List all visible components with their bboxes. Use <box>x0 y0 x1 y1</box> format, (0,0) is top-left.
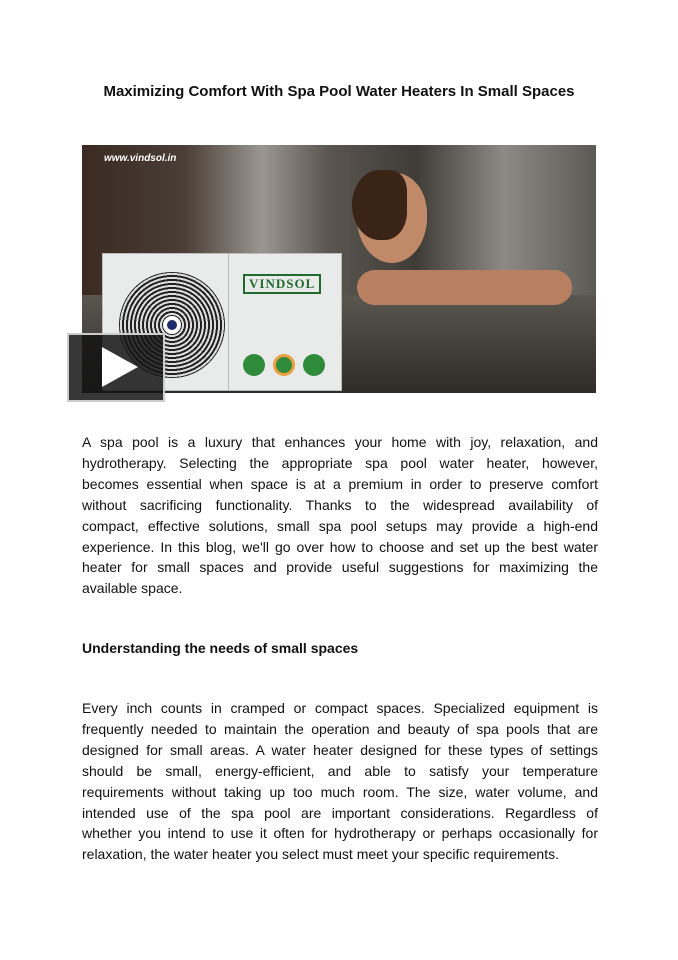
certification-badge-icon <box>243 354 265 376</box>
body-paragraph <box>82 698 598 865</box>
paragraph-line: hydrotherapy. Selecting the appropriate spa pool water heater, however, <box>82 454 598 471</box>
paragraph-line: relaxation, the water heater you select must meet your specific requirements. <box>82 846 559 863</box>
page-title: Maximizing Comfort With Spa Pool Water Heaters In Small Spaces <box>103 83 575 100</box>
paragraph-line: intended use of the spa pool are important considerations. Regardless of <box>82 804 598 821</box>
section-heading: Understanding the needs of small spaces <box>82 640 359 656</box>
india-badge-icon <box>273 354 295 376</box>
paragraph-line: experience. In this blog, we'll go over how to choose and set up the best water <box>82 538 598 555</box>
paragraph-line: becomes essential when space is at a premium in order to preserve comfort <box>82 475 598 492</box>
paragraph-line: heater for small spaces and provide useful suggestions for maximizing the <box>82 559 598 576</box>
panel-divider <box>228 254 229 390</box>
paragraph-line: whether you intend to use it often for hydrotherapy or perhaps occasionally for <box>82 825 598 842</box>
paragraph-line: A spa pool is a luxury that enhances your home with joy, relaxation, and <box>82 434 598 450</box>
paragraph-line: Every inch counts in cramped or compact spaces. Specialized equipment is <box>82 700 598 716</box>
paragraph-line: frequently needed to maintain the operation and beauty of spa pools that are <box>82 720 598 737</box>
paragraph-line: designed for small areas. A water heater designed for these types of settings <box>82 741 598 758</box>
play-button[interactable] <box>67 333 165 402</box>
play-icon <box>102 347 138 387</box>
paragraph-line: should be small, energy-efficient, and able to satisfy your temperature <box>82 762 598 779</box>
paragraph-line: compact, effective solutions, small spa pool setups may provide a high-end <box>82 517 598 534</box>
lion-badge-icon <box>303 354 325 376</box>
woman-arms <box>357 270 572 305</box>
woman-hair <box>352 170 407 240</box>
paragraph-line: available space. <box>82 580 183 597</box>
paragraph-line: requirements without taking up too much room. The size, water volume, and <box>82 783 598 800</box>
intro-paragraph <box>82 432 598 599</box>
url-watermark: www.vindsol.in <box>104 153 177 164</box>
brand-logo: VINDSOL <box>243 274 321 294</box>
paragraph-line: without sacrificing functionality. Thanks to the widespread availability of <box>82 496 598 513</box>
fan-hub <box>163 316 181 334</box>
